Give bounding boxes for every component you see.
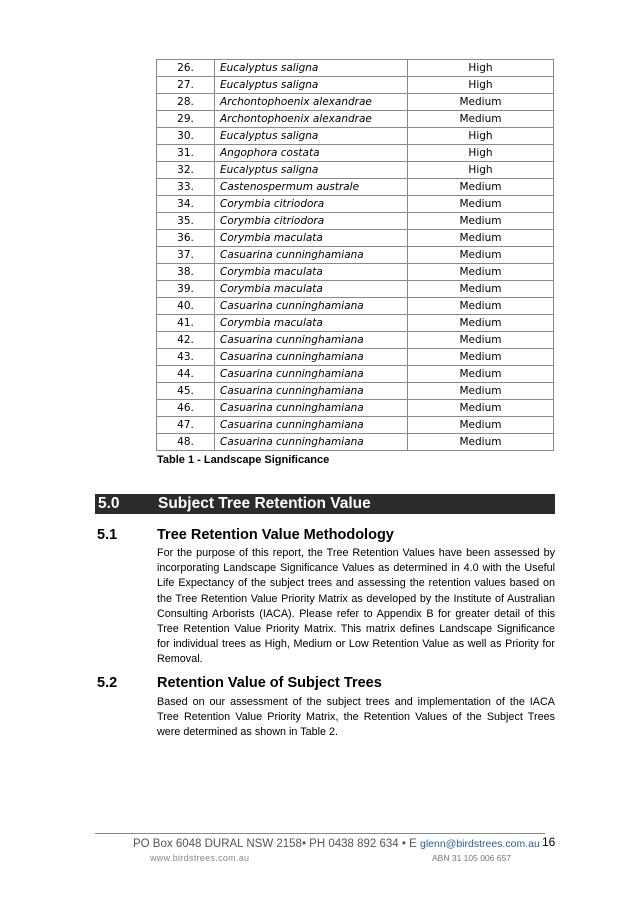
- section-heading-bar: [95, 494, 555, 514]
- significance-cell: Medium: [408, 332, 554, 349]
- significance-cell: Medium: [408, 281, 554, 298]
- significance-cell: Medium: [408, 179, 554, 196]
- species-cell: Corymbia citriodora: [215, 213, 408, 230]
- table-row: [157, 332, 554, 349]
- tree-number-cell: 47.: [157, 417, 215, 434]
- table-row: [157, 94, 554, 111]
- table-row: [157, 162, 554, 179]
- tree-number-cell: 38.: [157, 264, 215, 281]
- landscape-significance-table: [156, 59, 554, 451]
- species-cell: Corymbia maculata: [215, 264, 408, 281]
- species-cell: Eucalyptus saligna: [215, 77, 408, 94]
- tree-number-cell: 41.: [157, 315, 215, 332]
- species-cell: Archontophoenix alexandrae: [215, 111, 408, 128]
- table-row: [157, 60, 554, 77]
- table-row: [157, 315, 554, 332]
- species-cell: Corymbia citriodora: [215, 196, 408, 213]
- significance-cell: Medium: [408, 94, 554, 111]
- species-cell: Casuarina cunninghamiana: [215, 332, 408, 349]
- tree-number-cell: 26.: [157, 60, 215, 77]
- significance-cell: Medium: [408, 417, 554, 434]
- footer-divider: [95, 833, 545, 834]
- tree-number-cell: 42.: [157, 332, 215, 349]
- species-cell: Corymbia maculata: [215, 281, 408, 298]
- table-row: [157, 349, 554, 366]
- table-row: [157, 179, 554, 196]
- species-cell: Casuarina cunninghamiana: [215, 383, 408, 400]
- species-cell: Angophora costata: [215, 145, 408, 162]
- significance-cell: Medium: [408, 383, 554, 400]
- methodology-paragraph: For the purpose of this report, the Tree Retention Values have been assessed by incorporating Landscape Significance Values as determined in 4.0 with the Useful Life Expectancy of the subject trees and assessing the retention values based on the Tree Retention Value Priority Matrix as developed by the Institute of Australian Consulting Arborists (IACA). Please refer to Appendix B for greater detail of this Tree Retention Value Priority Matrix. This matrix defines Landscape Significance for individual trees as High, Medium or Low Retention Value as well as Priority for Removal.: [157, 547, 555, 666]
- species-cell: Casuarina cunninghamiana: [215, 247, 408, 264]
- table-row: [157, 145, 554, 162]
- significance-cell: Medium: [408, 400, 554, 417]
- tree-number-cell: 32.: [157, 162, 215, 179]
- subsection-5-2-title: Retention Value of Subject Trees: [157, 675, 382, 691]
- tree-number-cell: 36.: [157, 230, 215, 247]
- tree-number-cell: 30.: [157, 128, 215, 145]
- significance-cell: High: [408, 145, 554, 162]
- table-row: [157, 264, 554, 281]
- significance-cell: Medium: [408, 196, 554, 213]
- species-cell: Casuarina cunninghamiana: [215, 417, 408, 434]
- tree-number-cell: 44.: [157, 366, 215, 383]
- species-cell: Corymbia maculata: [215, 230, 408, 247]
- table-row: [157, 366, 554, 383]
- significance-cell: Medium: [408, 111, 554, 128]
- table-row: [157, 111, 554, 128]
- significance-cell: High: [408, 77, 554, 94]
- table-row: [157, 434, 554, 451]
- subsection-5-2-number: 5.2: [97, 675, 118, 691]
- table-row: [157, 247, 554, 264]
- species-cell: Casuarina cunninghamiana: [215, 434, 408, 451]
- footer-contact-text: PO Box 6048 DURAL NSW 2158• PH 0438 892 634 • E: [133, 838, 420, 850]
- table-caption: Table 1 - Landscape Significance: [157, 454, 330, 466]
- tree-number-cell: 33.: [157, 179, 215, 196]
- tree-number-cell: 27.: [157, 77, 215, 94]
- table-row: [157, 298, 554, 315]
- species-cell: Archontophoenix alexandrae: [215, 94, 408, 111]
- significance-cell: Medium: [408, 349, 554, 366]
- table-row: [157, 400, 554, 417]
- species-cell: Casuarina cunninghamiana: [215, 366, 408, 383]
- significance-cell: Medium: [408, 264, 554, 281]
- species-cell: Eucalyptus saligna: [215, 162, 408, 179]
- tree-number-cell: 46.: [157, 400, 215, 417]
- tree-number-cell: 37.: [157, 247, 215, 264]
- table-row: [157, 77, 554, 94]
- page-number: 16: [542, 835, 556, 849]
- footer-abn: ABN 31 105 006 657: [432, 853, 511, 863]
- significance-cell: Medium: [408, 434, 554, 451]
- table-row: [157, 213, 554, 230]
- section-title: Subject Tree Retention Value: [158, 495, 371, 512]
- footer-email-link[interactable]: glenn@birdstrees.com.au: [419, 838, 540, 850]
- table-row: [157, 383, 554, 400]
- tree-number-cell: 28.: [157, 94, 215, 111]
- species-cell: Corymbia maculata: [215, 315, 408, 332]
- species-cell: Casuarina cunninghamiana: [215, 349, 408, 366]
- tree-number-cell: 35.: [157, 213, 215, 230]
- tree-number-cell: 34.: [157, 196, 215, 213]
- significance-cell: Medium: [408, 230, 554, 247]
- significance-cell: High: [408, 128, 554, 145]
- tree-number-cell: 48.: [157, 434, 215, 451]
- significance-cell: Medium: [408, 298, 554, 315]
- significance-cell: High: [408, 60, 554, 77]
- tree-number-cell: 45.: [157, 383, 215, 400]
- significance-cell: Medium: [408, 315, 554, 332]
- retention-paragraph: Based on our assessment of the subject trees and implementation of the IACA Tree Retention Value Priority Matrix, the Retention Values of the Subject Trees were determined as shown in Table 2.: [157, 696, 555, 739]
- table-row: [157, 128, 554, 145]
- table-row: [157, 230, 554, 247]
- species-cell: Casuarina cunninghamiana: [215, 400, 408, 417]
- table-body: [157, 60, 554, 451]
- species-cell: Eucalyptus saligna: [215, 128, 408, 145]
- significance-cell: High: [408, 162, 554, 179]
- significance-cell: Medium: [408, 247, 554, 264]
- subsection-5-1-title: Tree Retention Value Methodology: [157, 527, 394, 543]
- tree-number-cell: 39.: [157, 281, 215, 298]
- subsection-5-1-number: 5.1: [97, 527, 118, 543]
- table-row: [157, 417, 554, 434]
- significance-cell: Medium: [408, 366, 554, 383]
- species-cell: Casuarina cunninghamiana: [215, 298, 408, 315]
- tree-number-cell: 31.: [157, 145, 215, 162]
- table-row: [157, 196, 554, 213]
- table-row: [157, 281, 554, 298]
- tree-number-cell: 40.: [157, 298, 215, 315]
- species-cell: Castenospermum australe: [215, 179, 408, 196]
- tree-number-cell: 29.: [157, 111, 215, 128]
- footer-website[interactable]: www.birdstrees.com.au: [150, 853, 250, 863]
- significance-cell: Medium: [408, 213, 554, 230]
- footer-contact: [133, 838, 540, 850]
- species-cell: Eucalyptus saligna: [215, 60, 408, 77]
- section-number: 5.0: [98, 495, 120, 512]
- tree-number-cell: 43.: [157, 349, 215, 366]
